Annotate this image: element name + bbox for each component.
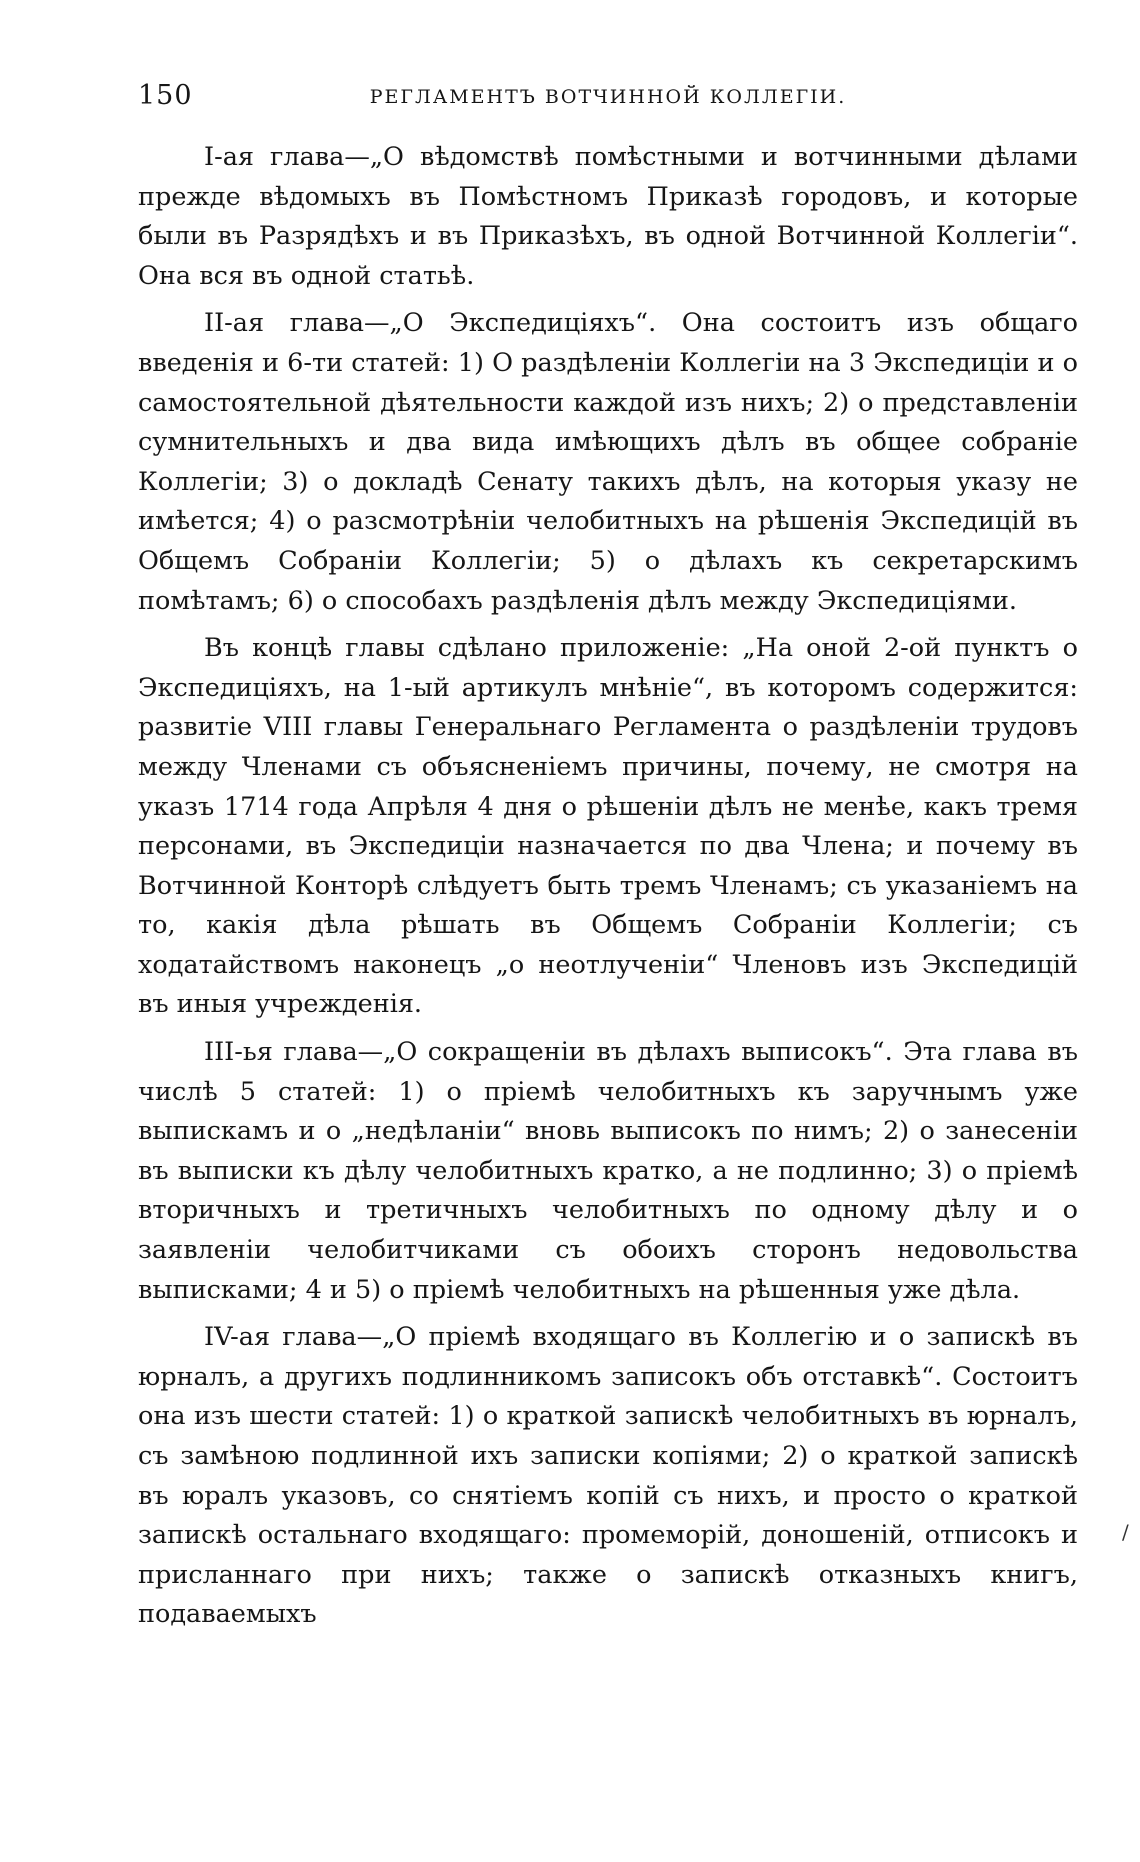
margin-mark: / <box>1122 1520 1129 1544</box>
paragraph-chapter-1: I-ая глава—„О вѣдомствѣ помѣстными и вотчинными дѣлами прежде вѣдомыхъ въ Помѣстномъ Приказѣ городовъ, и которые были въ Разрядѣхъ и въ Приказѣхъ, въ одной Вотчинной Коллегіи“. Она вся въ одной статьѣ. <box>138 142 1078 291</box>
paragraph-chapter-4: IV-ая глава—„О пріемѣ входящаго въ Коллегію и о запискѣ въ юрналъ, а другихъ подлинникомъ записокъ объ отставкѣ“. Состоитъ она изъ шести статей: 1) о краткой запискѣ челобитныхъ въ юрналъ, съ замѣною подлинной ихъ записки копіями; 2) о краткой запискѣ въ юралъ указовъ, со снятіемъ копій съ нихъ, и просто о краткой запискѣ остальнаго входящаго: промеморій, доношеній, отписокъ и присланнаго при нихъ; также о запискѣ отказныхъ книгъ, подаваемыхъ <box>138 1322 1078 1630</box>
body-text <box>138 138 1078 1643</box>
page-header <box>138 80 1078 120</box>
running-head: РЕГЛАМЕНТЪ ВОТЧИННОЙ КОЛЛЕГІИ. <box>369 86 847 108</box>
paragraph-chapter-2: II-ая глава—„О Экспедиціяхъ“. Она состоитъ изъ общаго введенія и 6-ти статей: 1) О раздѣленіи Коллегіи на 3 Экспедиціи и о самостоятельной дѣятельности каждой изъ нихъ; 2) о представленіи сумнительныхъ и два вида имѣющихъ дѣлъ въ общее собраніе Коллегіи; 3) о докладѣ Сенату такихъ дѣлъ, на которыя указу не имѣется; 4) о разсмотрѣніи челобитныхъ на рѣшенія Экспедицій въ Общемъ Собраніи Коллегіи; 5) о дѣлахъ къ секретарскимъ помѣтамъ; 6) о способахъ раздѣленія дѣлъ между Экспедиціями. <box>138 308 1078 616</box>
page-number: 150 <box>138 80 193 111</box>
paragraph-chapter-3: III-ья глава—„О сокращеніи въ дѣлахъ выписокъ“. Эта глава въ числѣ 5 статей: 1) о пріемѣ челобитныхъ къ заручнымъ уже выпискамъ и о „недѣланіи“ вновь выписокъ по нимъ; 2) о занесеніи въ выписки къ дѣлу челобитныхъ кратко, а не подлинно; 3) о пріемѣ вторичныхъ и третичныхъ челобитныхъ по одному дѣлу и о заявленіи челобитчиками съ обоихъ сторонъ недовольства выписками; 4 и 5) о пріемѣ челобитныхъ на рѣшенныя уже дѣла. <box>138 1037 1078 1305</box>
paragraph-appendix: Въ концѣ главы сдѣлано приложеніе: „На оной 2-ой пунктъ о Экспедиціяхъ, на 1-ый артикулъ мнѣніе“, въ которомъ содержится: развитіе VIII главы Генеральнаго Регламента о раздѣленіи трудовъ между Членами съ объясненіемъ причины, почему, не смотря на указъ 1714 года Апрѣля 4 дня о рѣшеніи дѣлъ не менѣе, какъ тремя персонами, въ Экспедиціи назначается по два Члена; и почему въ Вотчинной Конторѣ слѣдуетъ быть тремъ Членамъ; съ указаніемъ на то, какія дѣла рѣшать въ Общемъ Собраніи Коллегіи; съ ходатайствомъ наконецъ „о неотлученіи“ Членовъ изъ Экспедицій въ иныя учрежденія. <box>138 633 1078 1020</box>
